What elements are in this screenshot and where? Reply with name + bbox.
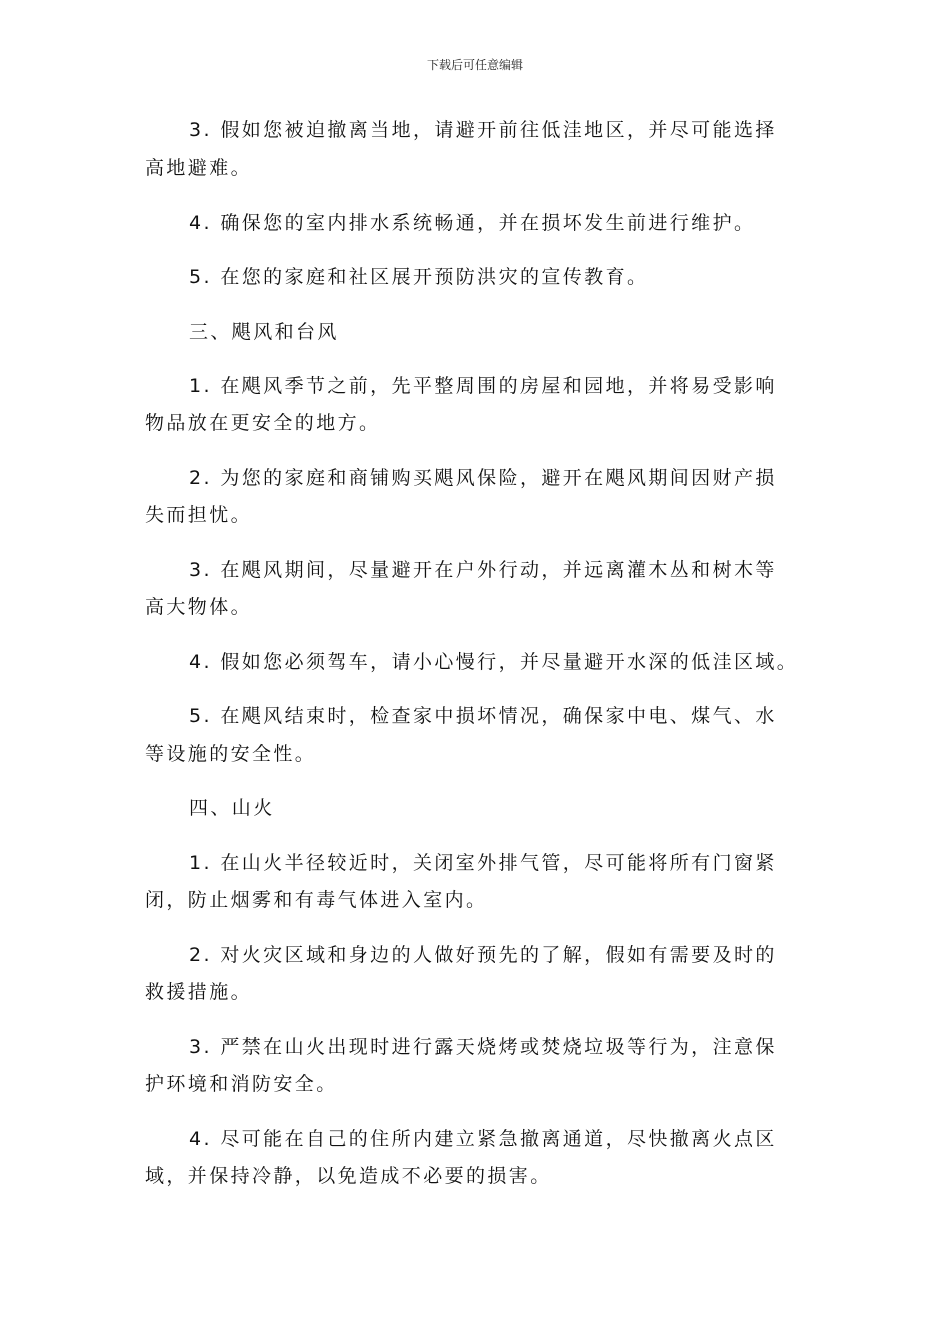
paragraph-line: 3. 严禁在山火出现时进行露天烧烤或焚烧垃圾等行为，注意保 (189, 1036, 777, 1058)
paragraph-line: 3. 假如您被迫撤离当地，请避开前往低洼地区，并尽可能选择 (189, 119, 777, 141)
paragraph-line: 域，并保持冷静，以免造成不必要的损害。 (145, 1165, 552, 1187)
paragraph-line: 4. 假如您必须驾车，请小心慢行，并尽量避开水深的低洼区域。 (189, 651, 799, 673)
paragraph-line: 等设施的安全性。 (145, 743, 317, 765)
section-heading: 四、山火 (189, 797, 275, 819)
paragraph-line: 5. 在飓风结束时，检查家中损坏情况，确保家中电、煤气、水 (189, 705, 777, 727)
paragraph-line: 高地避难。 (145, 157, 253, 179)
page-header: 下载后可任意编辑 (426, 58, 523, 72)
paragraph-line: 3. 在飓风期间，尽量避开在户外行动，并远离灌木丛和树木等 (189, 559, 777, 581)
paragraph-line: 4. 尽可能在自己的住所内建立紧急撤离通道，尽快撤离火点区 (189, 1128, 777, 1150)
paragraph-line: 4. 确保您的室内排水系统畅通，并在损坏发生前进行维护。 (189, 212, 756, 234)
paragraph-line: 闭，防止烟雾和有毒气体进入室内。 (145, 889, 488, 911)
paragraph-line: 高大物体。 (145, 596, 253, 618)
paragraph-line: 1. 在飓风季节之前，先平整周围的房屋和园地，并将易受影响 (189, 375, 777, 397)
paragraph-line: 2. 为您的家庭和商铺购买飓风保险，避开在飓风期间因财产损 (189, 467, 777, 489)
section-heading: 三、飓风和台风 (189, 321, 339, 343)
paragraph-line: 5. 在您的家庭和社区展开预防洪灾的宣传教育。 (189, 266, 649, 288)
paragraph-line: 1. 在山火半径较近时，关闭室外排气管，尽可能将所有门窗紧 (189, 852, 777, 874)
paragraph-line: 2. 对火灾区域和身边的人做好预先的了解，假如有需要及时的 (189, 944, 777, 966)
paragraph-line: 物品放在更安全的地方。 (145, 412, 381, 434)
paragraph-line: 失而担忧。 (145, 504, 253, 526)
paragraph-line: 救援措施。 (145, 981, 253, 1003)
paragraph-line: 护环境和消防安全。 (145, 1073, 338, 1095)
